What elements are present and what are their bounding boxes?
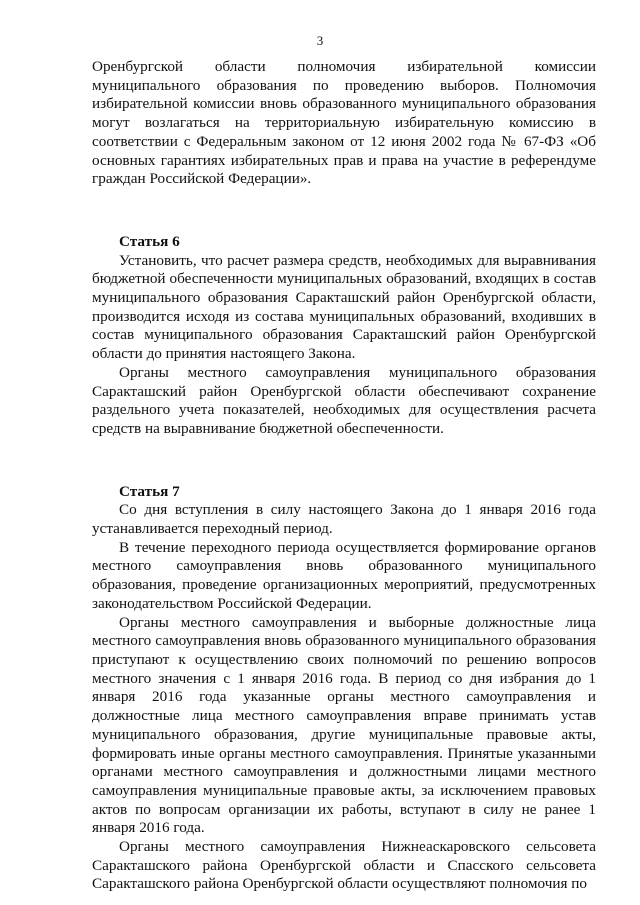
article-6-paragraph-2: Органы местного самоуправления муниципального образования Саракташский район Оренбургской области обеспечивают сохранение раздельного учета показателей, необходимых для осуществления расчета средств на выравнивание бюджетной обеспеченности.	[92, 363, 596, 437]
document-body	[92, 58, 596, 894]
article-6-heading: Статья 6	[119, 232, 180, 250]
page-number: 3	[316, 33, 324, 48]
article-6-paragraph-1: Установить, что расчет размера средств, необходимых для выравнивания бюджетной обеспеченности муниципальных образований, входящих в состав муниципального образования Саракташский район Оренбургской области, производится исходя из состава муниципальных образований, входивших в состав муниципального образования Саракташский район Оренбургской области до принятия настоящего Закона.	[92, 251, 596, 363]
article-7-paragraph-1: Со дня вступления в силу настоящего Закона до 1 января 2016 года устанавливается переходный период.	[92, 501, 596, 538]
article-7-paragraph-2: В течение переходного периода осуществляется формирование органов местного самоуправления вновь образованного муниципального образования, проведение организационных мероприятий, предусмотренных законодательством Российской Федерации.	[92, 538, 596, 612]
section-spacer	[92, 189, 596, 233]
section-spacer	[92, 439, 596, 483]
article-7-paragraph-3: Органы местного самоуправления и выборные должностные лица местного самоуправления вновь образованного муниципального образования приступают к осуществлению своих полномочий по решению вопросов местного значения с 1 января 2016 года. В период со дня избрания до 1 января 2016 года указанные органы местного самоуправления и должностные лица местного самоуправления вправе принимать устав муниципального образования, другие муниципальные правовые акты, формировать иные органы местного самоуправления. Принятые указанными органами местного самоуправления и должностными лицами местного самоуправления муниципальные правовые акты, за исключением правовых актов по вопросам организации их работы, вступают в силу не ранее 1 января 2016 года.	[92, 613, 596, 837]
article-7-paragraph-4: Органы местного самоуправления Нижнеаскаровского сельсовета Саракташского района Оренбургской области и Спасского сельсовета Саракташского района Оренбургской области осуществляют полномочия по	[92, 838, 596, 893]
article-7-heading: Статья 7	[119, 482, 180, 500]
intro-paragraph: Оренбургской области полномочия избирательной комиссии муниципального образования по проведению выборов. Полномочия избирательной комиссии вновь образованного муниципального образования могут возлагаться на территориальную избирательную комиссию в соответствии с Федеральным законом от 12 июня 2002 года № 67-ФЗ «Об основных гарантиях избирательных прав и права на участие в референдуме граждан Российской Федерации».	[92, 58, 596, 188]
